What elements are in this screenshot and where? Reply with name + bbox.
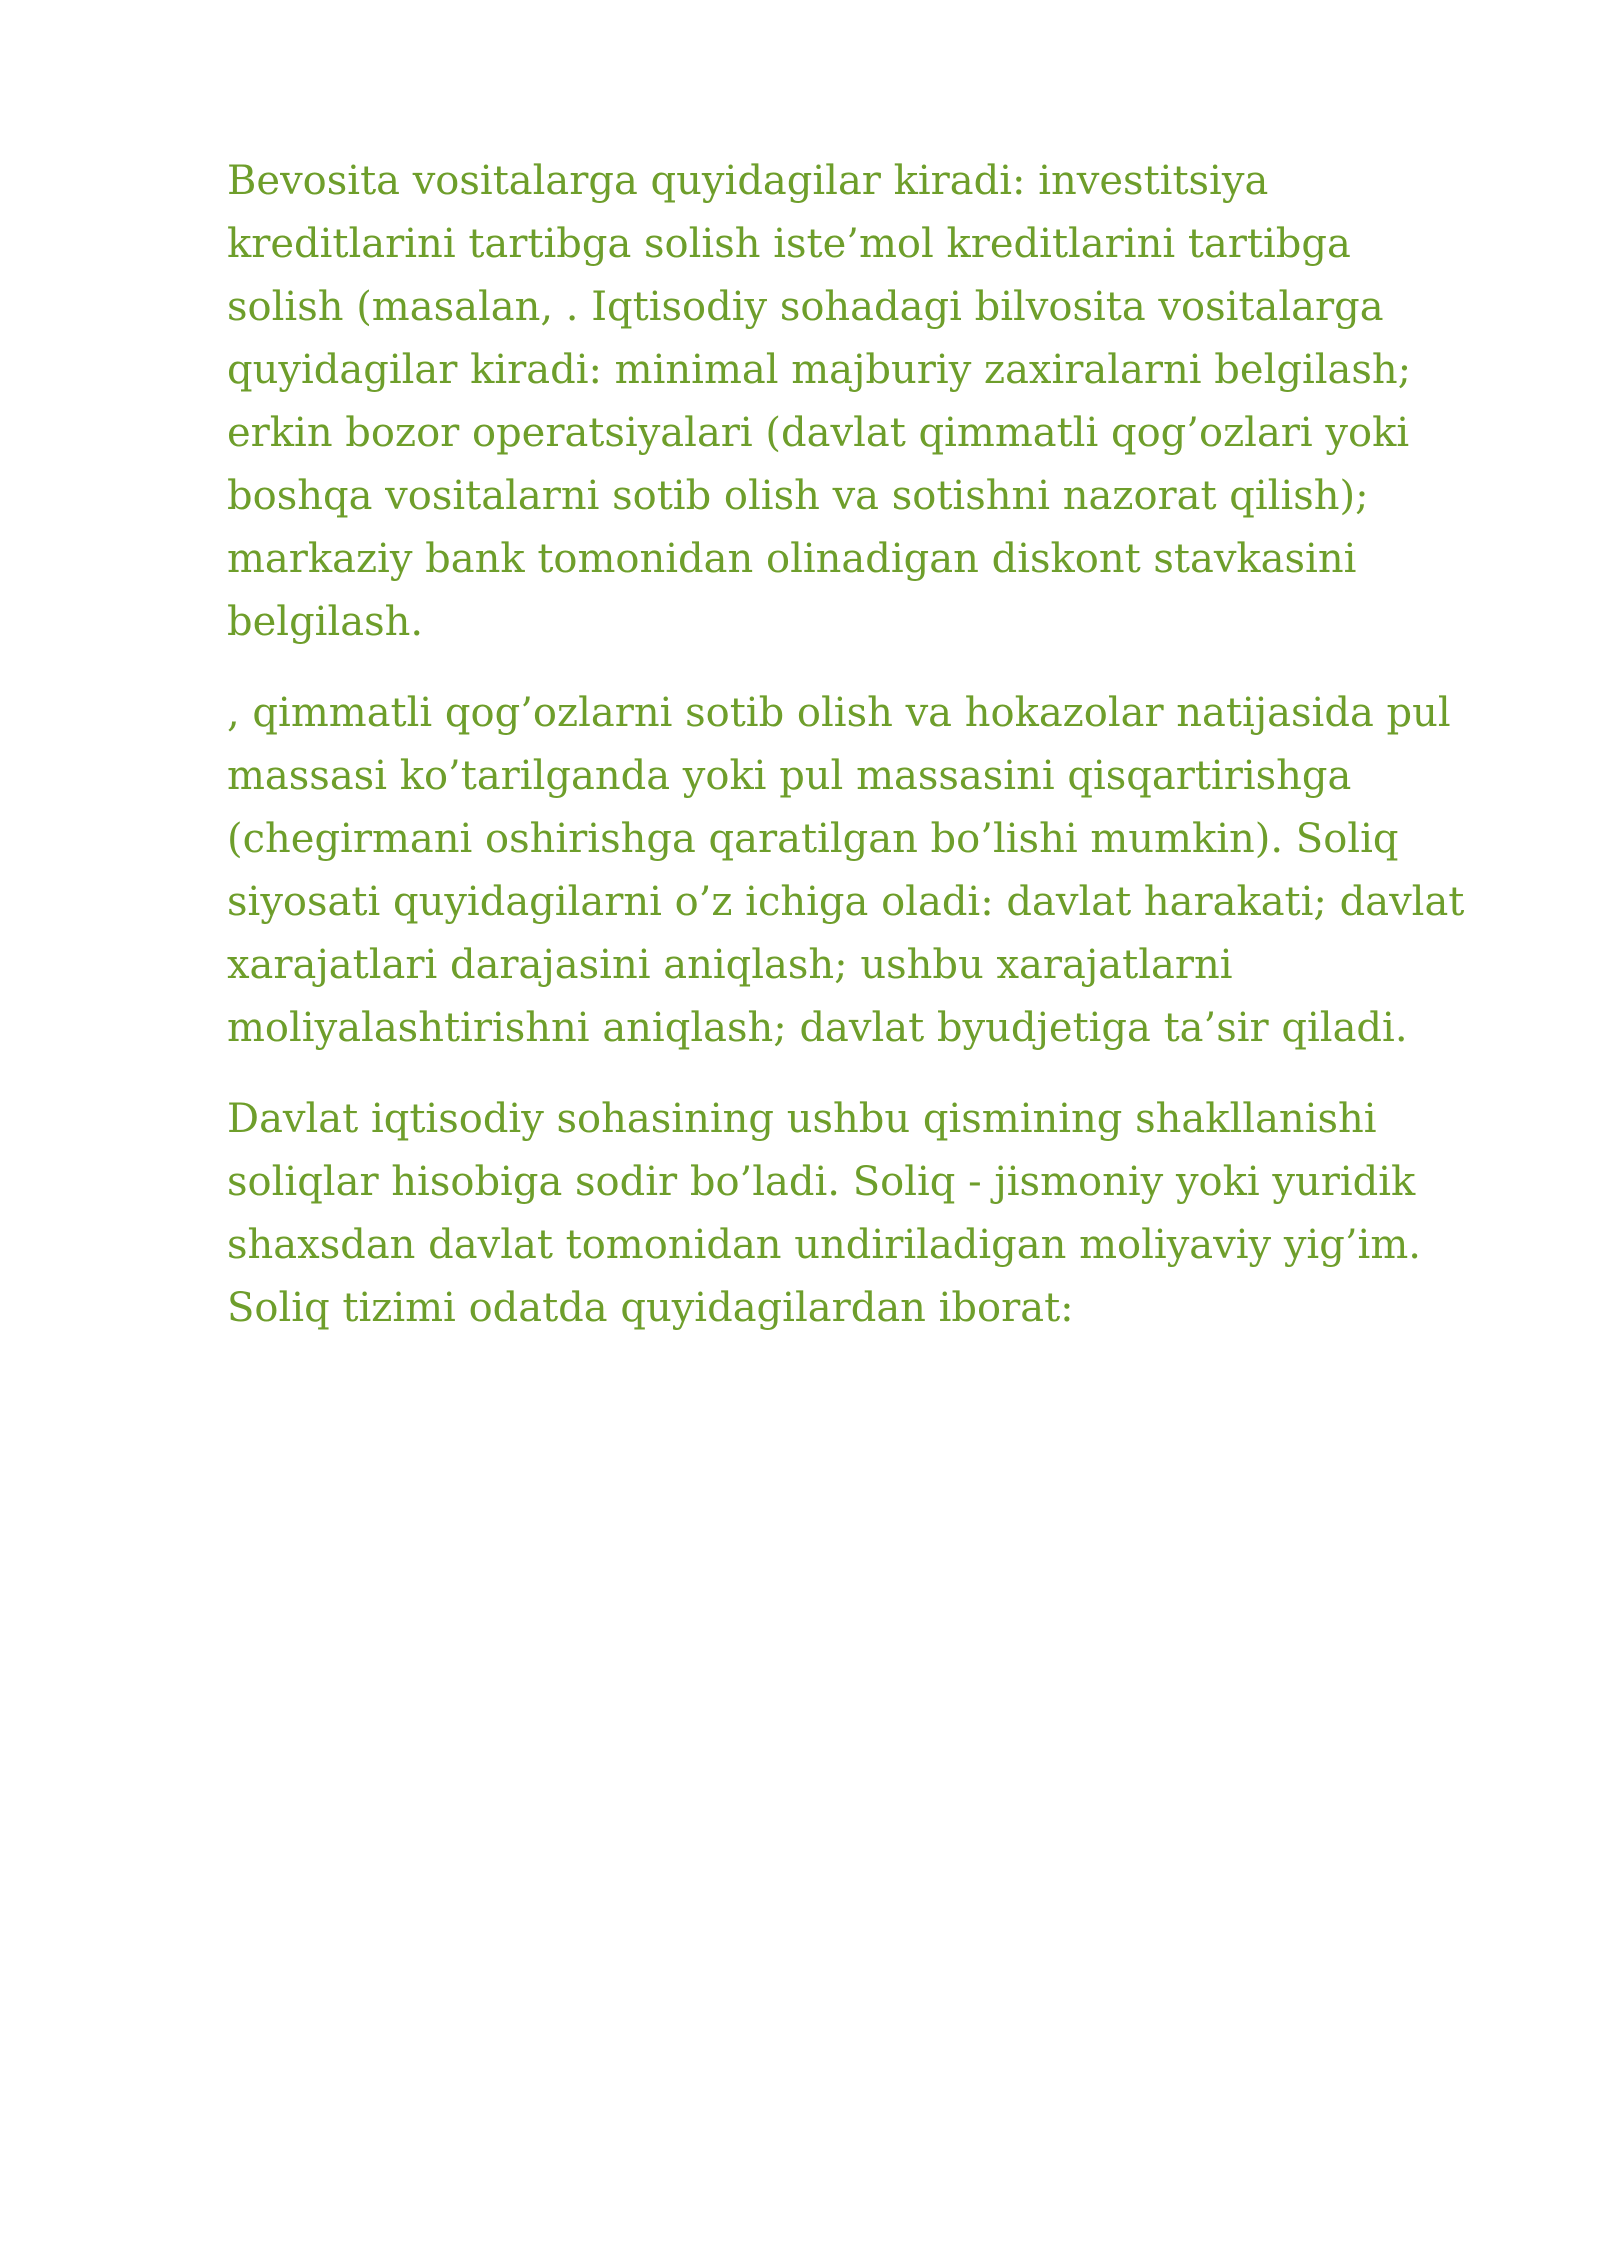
paragraph-2: , qimmatli qog’ozlarni sotib olish va hokazolar natijasida pul massasi ko’tarilganda yoki pul massasini qisqartirishga (chegirmani oshirishga qaratilgan bo’lishi mumkin). Soliq siyosati quyidagilarni o’z ichiga oladi: davlat harakati; davlat xarajatlari darajasini aniqlash; ushbu xarajatlarni moliyalashtirishni aniqlash; davlat byudjetiga ta’sir qiladi. (227, 690, 1465, 1051)
paragraph-1: Bevosita vositalarga quyidagilar kiradi: investitsiya kreditlarini tartibga solish iste’mol kreditlarini tartibga solish (masalan, . Iqtisodiy sohadagi bilvosita vositalarga quyidagilar kiradi: minimal majburiy zaxiralarni belgilash; erkin bozor operatsiyalari (davlat qimmatli qog’ozlari yoki boshqa vositalarni sotib olish va sotishni nazorat qilish); markaziy bank tomonidan olinadigan diskont stavkasini belgilash. (227, 158, 1412, 645)
document-body (227, 150, 1477, 1368)
paragraph-3: Davlat iqtisodiy sohasining ushbu qismining shakllanishi soliqlar hisobiga sodir bo’ladi. Soliq - jismoniy yoki yuridik shaxsdan davlat tomonidan undiriladigan moliyaviy yig’im. Soliq tizimi odatda quyidagilardan iborat: (227, 1096, 1421, 1331)
